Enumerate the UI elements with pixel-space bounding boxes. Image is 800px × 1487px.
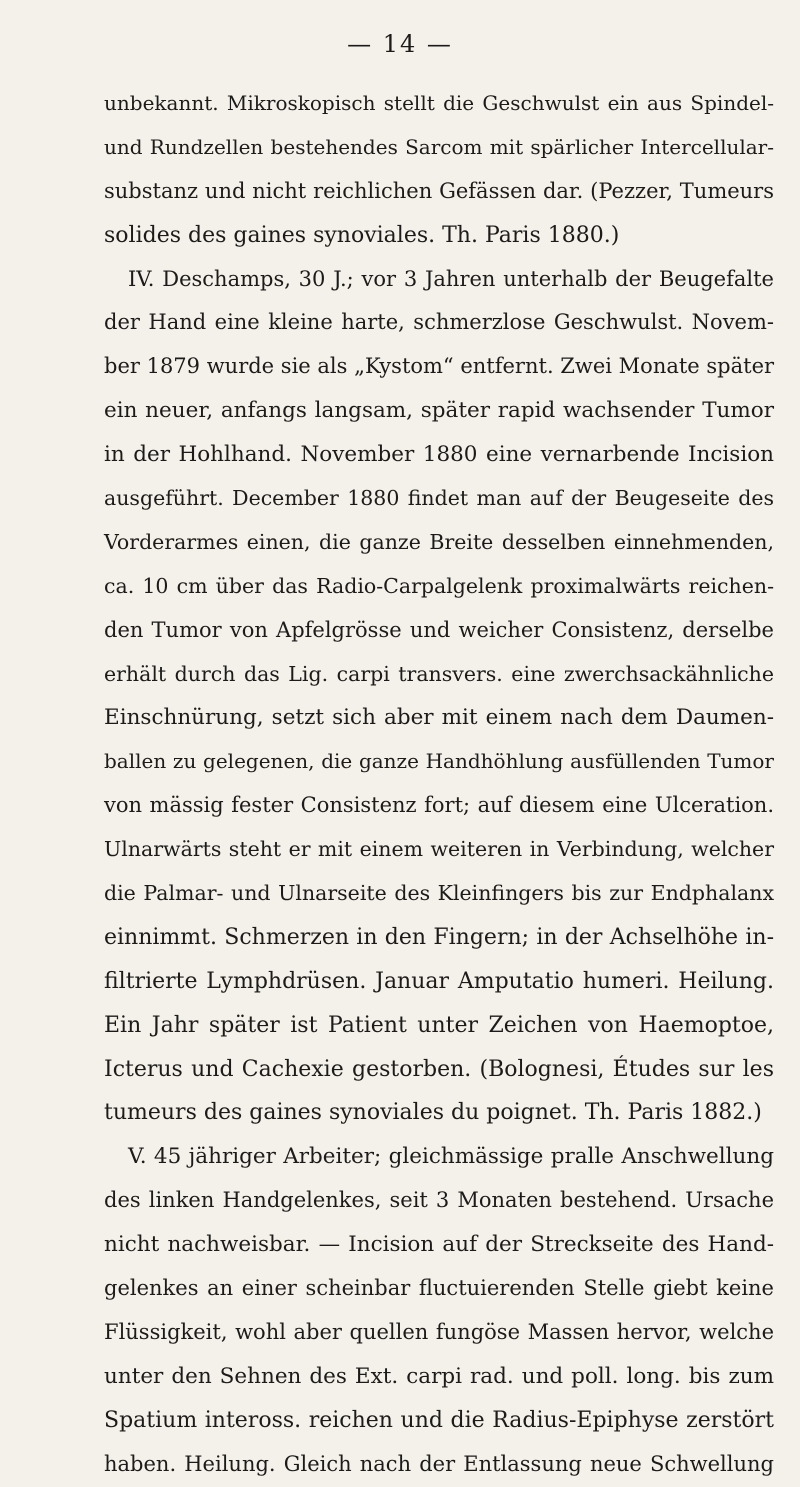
text-line: Einschnürung, setzt sich aber mit einem nach dem Daumen- bbox=[104, 705, 774, 731]
text-line: unbekannt. Mikroskopisch stellt die Geschwulst ein aus Spindel- bbox=[104, 91, 774, 115]
text-line: einnimmt. Schmerzen in den Fingern; in der Achselhöhe in- bbox=[104, 924, 774, 950]
text-line: der Hand eine kleine harte, schmerzlose Geschwulst. Novem- bbox=[104, 310, 774, 335]
text-line: ca. 10 cm über das Radio-Carpalgelenk proximalwärts reichen- bbox=[104, 573, 774, 598]
text-line: und Rundzellen bestehendes Sarcom mit spärlicher Intercellular- bbox=[104, 134, 774, 159]
text-line: Flüssigkeit, wohl aber quellen fungöse Massen hervor, welche bbox=[104, 1319, 774, 1344]
body-text bbox=[104, 82, 774, 1487]
text-line: tumeurs des gaines synoviales du poignet. Th. Paris 1882.) bbox=[104, 1100, 762, 1126]
text-line: ausgeführt. December 1880 findet man auf der Beugeseite des bbox=[104, 486, 774, 511]
text-line: V. 45 jähriger Arbeiter; gleichmässige pralle Anschwellung bbox=[128, 1144, 774, 1170]
text-line: gelenkes an einer scheinbar fluctuierenden Stelle giebt keine bbox=[104, 1276, 774, 1301]
text-line: unter den Sehnen des Ext. carpi rad. und poll. long. bis zum bbox=[104, 1363, 774, 1389]
text-line: Spatium inteross. reichen und die Radius-Epiphyse zerstört bbox=[104, 1407, 774, 1433]
text-line: IV. Deschamps, 30 J.; vor 3 Jahren unterhalb der Beugefalte bbox=[128, 266, 774, 291]
text-line: die Palmar- und Ulnarseite des Kleinfingers bis zur Endphalanx bbox=[104, 881, 774, 906]
text-line: von mässig fester Consistenz fort; auf diesem eine Ulceration. bbox=[104, 793, 774, 818]
text-line: filtrierte Lymphdrüsen. Januar Amputatio humeri. Heilung. bbox=[104, 968, 774, 994]
text-line: Vorderarmes einen, die ganze Breite desselben einnehmenden, bbox=[104, 529, 774, 554]
text-line: substanz und nicht reichlichen Gefässen dar. (Pezzer, Tumeurs bbox=[104, 178, 774, 203]
text-line: haben. Heilung. Gleich nach der Entlassung neue Schwellung bbox=[104, 1451, 774, 1476]
text-line: solides des gaines synoviales. Th. Paris 1880.) bbox=[104, 222, 620, 248]
text-line: Ulnarwärts steht er mit einem weiteren in Verbindung, welcher bbox=[104, 837, 774, 862]
text-line: in der Hohlhand. November 1880 eine vernarbende Incision bbox=[104, 442, 774, 468]
text-line: erhält durch das Lig. carpi transvers. eine zwerchsackähnliche bbox=[104, 661, 774, 686]
text-line: Icterus und Cachexie gestorben. (Bolognesi, Études sur les bbox=[104, 1056, 774, 1082]
text-line: ballen zu gelegenen, die ganze Handhöhlung ausfüllenden Tumor bbox=[104, 749, 774, 774]
text-line: des linken Handgelenkes, seit 3 Monaten bestehend. Ursache bbox=[104, 1188, 774, 1213]
text-line: nicht nachweisbar. — Incision auf der Streckseite des Hand- bbox=[104, 1232, 774, 1258]
text-line: ein neuer, anfangs langsam, später rapid wachsender Tumor bbox=[104, 398, 774, 424]
text-line: Ein Jahr später ist Patient unter Zeichen von Haemoptoe, bbox=[104, 1012, 774, 1038]
text-line: den Tumor von Apfelgrösse und weicher Consistenz, derselbe bbox=[104, 617, 774, 642]
text-line: ber 1879 wurde sie als „Kystom“ entfernt. Zwei Monate später bbox=[104, 354, 775, 379]
page-number: — 14 — bbox=[347, 30, 453, 58]
